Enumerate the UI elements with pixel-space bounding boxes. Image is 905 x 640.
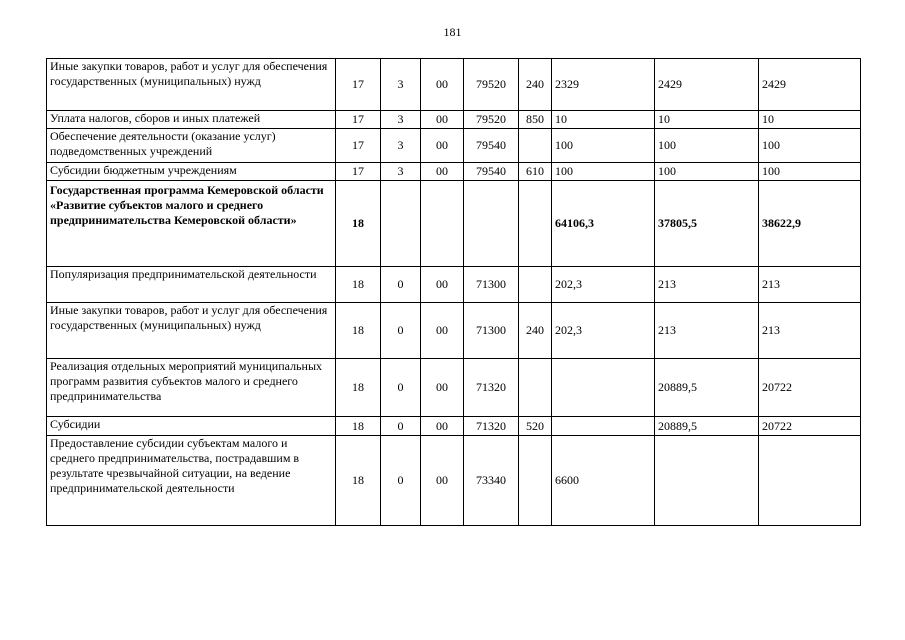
cell-code-3: 00: [421, 267, 464, 303]
cell-value-3: 10: [759, 111, 861, 129]
row-name: Обеспечение деятельности (оказание услуг) подведомственных учреждений: [47, 129, 336, 163]
row-name: Иные закупки товаров, работ и услуг для обеспечения государственных (муниципальных) нужд: [47, 303, 336, 359]
cell-value-2: 213: [655, 267, 759, 303]
table-row: [47, 359, 861, 417]
row-name: Уплата налогов, сборов и иных платежей: [47, 111, 336, 129]
cell-code-2: 0: [381, 359, 421, 417]
table-row: [47, 111, 861, 129]
cell-value-2: 20889,5: [655, 359, 759, 417]
cell-code-5: [519, 129, 552, 163]
table-row: [47, 267, 861, 303]
cell-code-1: 17: [336, 163, 381, 181]
cell-code-1: 18: [336, 303, 381, 359]
cell-code-3: 00: [421, 436, 464, 526]
cell-code-5: 520: [519, 417, 552, 436]
cell-code-4: 71320: [464, 359, 519, 417]
table-row-program: [47, 181, 861, 267]
cell-code-1: 18: [336, 181, 381, 267]
cell-code-3: 00: [421, 359, 464, 417]
cell-value-1: 202,3: [552, 303, 655, 359]
cell-code-4: [464, 181, 519, 267]
cell-code-5: [519, 267, 552, 303]
table-row: [47, 417, 861, 436]
cell-value-3: 100: [759, 163, 861, 181]
cell-value-2: 213: [655, 303, 759, 359]
row-name: Государственная программа Кемеровской области «Развитие субъектов малого и среднего предпринимательства Кемеровской области»: [47, 181, 336, 267]
cell-code-3: 00: [421, 129, 464, 163]
cell-value-2: 20889,5: [655, 417, 759, 436]
cell-value-1: 100: [552, 129, 655, 163]
cell-code-2: 0: [381, 267, 421, 303]
cell-code-5: [519, 436, 552, 526]
cell-value-1: [552, 417, 655, 436]
cell-code-2: 3: [381, 59, 421, 111]
cell-code-4: 79540: [464, 129, 519, 163]
cell-value-1: 10: [552, 111, 655, 129]
cell-code-5: [519, 181, 552, 267]
cell-code-3: 00: [421, 163, 464, 181]
row-name: Иные закупки товаров, работ и услуг для обеспечения государственных (муниципальных) нужд: [47, 59, 336, 111]
row-name: Субсидии: [47, 417, 336, 436]
cell-code-2: 0: [381, 303, 421, 359]
cell-value-3: 213: [759, 303, 861, 359]
row-name: Популяризация предпринимательской деятельности: [47, 267, 336, 303]
cell-value-3: 213: [759, 267, 861, 303]
budget-table: [46, 58, 861, 526]
cell-value-3: 2429: [759, 59, 861, 111]
table-row: [47, 129, 861, 163]
cell-code-3: 00: [421, 59, 464, 111]
cell-code-2: 3: [381, 163, 421, 181]
cell-value-3: [759, 436, 861, 526]
cell-code-4: 71300: [464, 303, 519, 359]
cell-code-1: 17: [336, 129, 381, 163]
cell-value-3: 38622,9: [759, 181, 861, 267]
cell-value-2: 37805,5: [655, 181, 759, 267]
cell-code-5: 240: [519, 303, 552, 359]
cell-value-2: 100: [655, 163, 759, 181]
cell-code-4: 71300: [464, 267, 519, 303]
page-number: 181: [443, 25, 462, 39]
cell-value-2: 10: [655, 111, 759, 129]
cell-code-3: 00: [421, 111, 464, 129]
cell-value-1: 2329: [552, 59, 655, 111]
table-row: [47, 303, 861, 359]
cell-code-4: 79520: [464, 111, 519, 129]
cell-code-1: 18: [336, 359, 381, 417]
table-row: [47, 163, 861, 181]
cell-code-5: 240: [519, 59, 552, 111]
cell-value-2: 100: [655, 129, 759, 163]
cell-code-5: 850: [519, 111, 552, 129]
cell-code-4: 73340: [464, 436, 519, 526]
cell-value-3: 20722: [759, 417, 861, 436]
row-name: Предоставление субсидии субъектам малого и среднего предпринимательства, пострадавшим в результате чрезвычайной ситуации, на ведение предпринимательской деятельности: [47, 436, 336, 526]
cell-value-1: [552, 359, 655, 417]
cell-code-1: 18: [336, 436, 381, 526]
cell-code-3: 00: [421, 417, 464, 436]
row-name: Субсидии бюджетным учреждениям: [47, 163, 336, 181]
cell-code-1: 17: [336, 59, 381, 111]
cell-code-2: [381, 181, 421, 267]
cell-code-5: [519, 359, 552, 417]
cell-code-3: 00: [421, 303, 464, 359]
table-row: [47, 436, 861, 526]
cell-code-4: 79540: [464, 163, 519, 181]
cell-code-1: 18: [336, 417, 381, 436]
cell-value-1: 6600: [552, 436, 655, 526]
cell-code-3: [421, 181, 464, 267]
cell-value-1: 64106,3: [552, 181, 655, 267]
cell-code-2: 0: [381, 436, 421, 526]
cell-value-2: [655, 436, 759, 526]
cell-value-3: 20722: [759, 359, 861, 417]
cell-value-1: 100: [552, 163, 655, 181]
cell-code-4: 71320: [464, 417, 519, 436]
cell-code-2: 3: [381, 129, 421, 163]
cell-code-1: 17: [336, 111, 381, 129]
cell-value-1: 202,3: [552, 267, 655, 303]
cell-value-2: 2429: [655, 59, 759, 111]
cell-code-2: 0: [381, 417, 421, 436]
cell-code-4: 79520: [464, 59, 519, 111]
cell-code-5: 610: [519, 163, 552, 181]
cell-code-2: 3: [381, 111, 421, 129]
cell-code-1: 18: [336, 267, 381, 303]
row-name: Реализация отдельных мероприятий муниципальных программ развития субъектов малого и среднего предпринимательства: [47, 359, 336, 417]
table-row: [47, 59, 861, 111]
cell-value-3: 100: [759, 129, 861, 163]
